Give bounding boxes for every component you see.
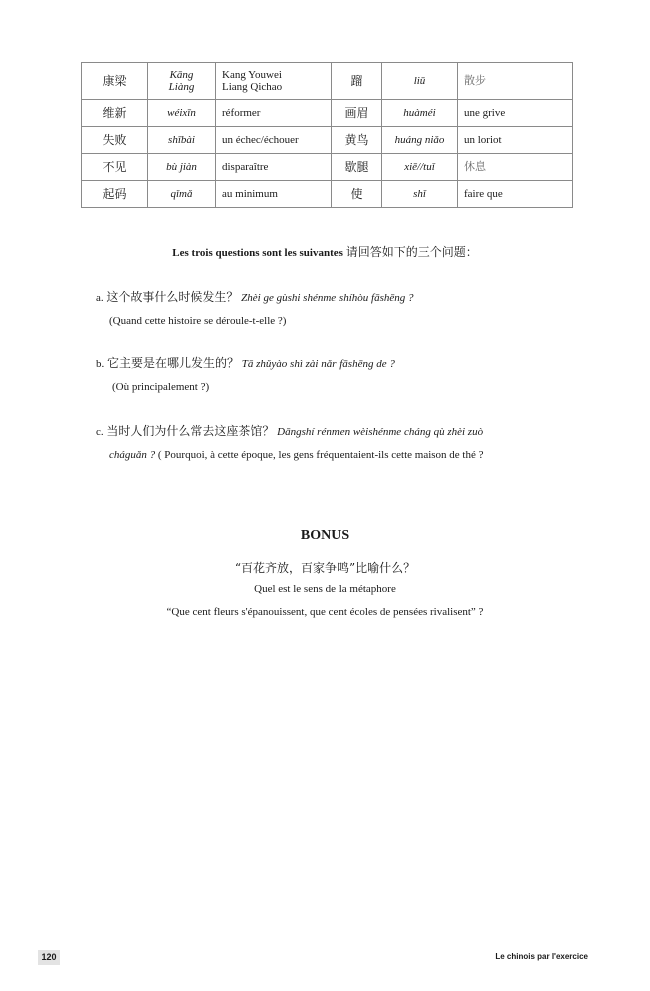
translation-cell: réformer [216,100,332,127]
table-row [82,181,573,208]
hanzi-cell: 使 [332,181,382,208]
question-c-cn: 当时人们为什么常去这座茶馆？ [106,424,275,438]
pinyin-cell: huáng niǎo [382,127,458,154]
question-a-label: a. [96,292,107,304]
questions-heading-fr: Les trois questions sont les suivantes [172,247,346,259]
book-title: Le chinois par l'exercice [495,952,588,961]
question-c [96,424,484,462]
question-a-cn: 这个故事什么时候发生？ [106,290,239,304]
page-number: 120 [38,950,60,965]
translation-cell: disparaître [216,154,332,181]
bonus-question-fr: Quel est le sens de la métaphore [254,583,396,595]
hanzi-cell: 蹓 [332,63,382,100]
question-a-line1 [96,290,413,305]
translation-cell: un échec/échouer [216,127,332,154]
question-a-pinyin: Zhèi ge gùshi shénme shíhòu fāshēng ? [238,292,414,304]
bonus-question-cn: “百花齐放，百家争鸣”比喻什么？ [234,561,416,575]
translation-cell: 休息 [458,154,573,181]
question-b-label: b. [96,358,107,370]
translation-cell: 散步 [458,63,573,100]
pinyin-cell: huàméi [382,100,458,127]
question-c-pinyin: Dāngshí rénmen wèishénme cháng qù zhèi zuò [274,426,484,438]
question-b-cn: 它主要是在哪儿发生的？ [107,356,240,370]
question-a-fr: (Quand cette histoire se déroule-t-elle ?) [109,315,287,327]
question-b-line1 [96,356,395,371]
question-c-fr: ( Pourquoi, à cette époque, les gens fréquentaient-ils cette maison de thé ? [155,449,484,461]
hanzi-cell: 康梁 [82,63,148,100]
question-c-line2 [96,448,484,462]
question-c-line1 [96,424,484,439]
pinyin-cell: wéixīn [148,100,216,127]
pinyin-cell: qǐmǎ [148,181,216,208]
translation-cell: au minimum [216,181,332,208]
bonus-title: BONUS [300,528,350,543]
hanzi-cell: 起码 [82,181,148,208]
hanzi-cell: 失败 [82,127,148,154]
question-b-pinyin: Tā zhǔyào shì zài nǎr fāshēng de ? [239,358,395,370]
table-row [82,100,573,127]
translation-cell: une grive [458,100,573,127]
vocabulary-table-body [82,63,573,208]
questions-heading [0,243,650,260]
question-b-fr: (Où principalement ?) [112,381,210,393]
pinyin-cell: shībài [148,127,216,154]
bonus-metaphore: “Que cent fleurs s'épanouissent, que cent écoles de pensées rivalisent” ? [166,606,484,618]
table-row [82,127,573,154]
hanzi-cell: 维新 [82,100,148,127]
hanzi-cell: 黄鸟 [332,127,382,154]
hanzi-cell: 画眉 [332,100,382,127]
question-a [96,290,413,328]
pinyin-cell: xiē//tuǐ [382,154,458,181]
vocabulary-table [81,62,573,208]
translation-cell: un loriot [458,127,573,154]
hanzi-cell: 歇腿 [332,154,382,181]
translation-cell: faire que [458,181,573,208]
table-row [82,63,573,100]
question-c-pinyin-cont: cháguǎn ? [109,449,156,461]
pinyin-cell: shǐ [382,181,458,208]
table-row [82,154,573,181]
pinyin-cell: liū [382,63,458,100]
questions-heading-cn: 请回答如下的三个问题： [345,245,478,259]
question-b [96,356,395,394]
question-c-label: c. [96,426,107,438]
translation-cell: Kang Youwei Liang Qichao [216,63,332,100]
pinyin-cell: bù jiàn [148,154,216,181]
hanzi-cell: 不见 [82,154,148,181]
pinyin-cell: Kāng Liàng [148,63,216,100]
